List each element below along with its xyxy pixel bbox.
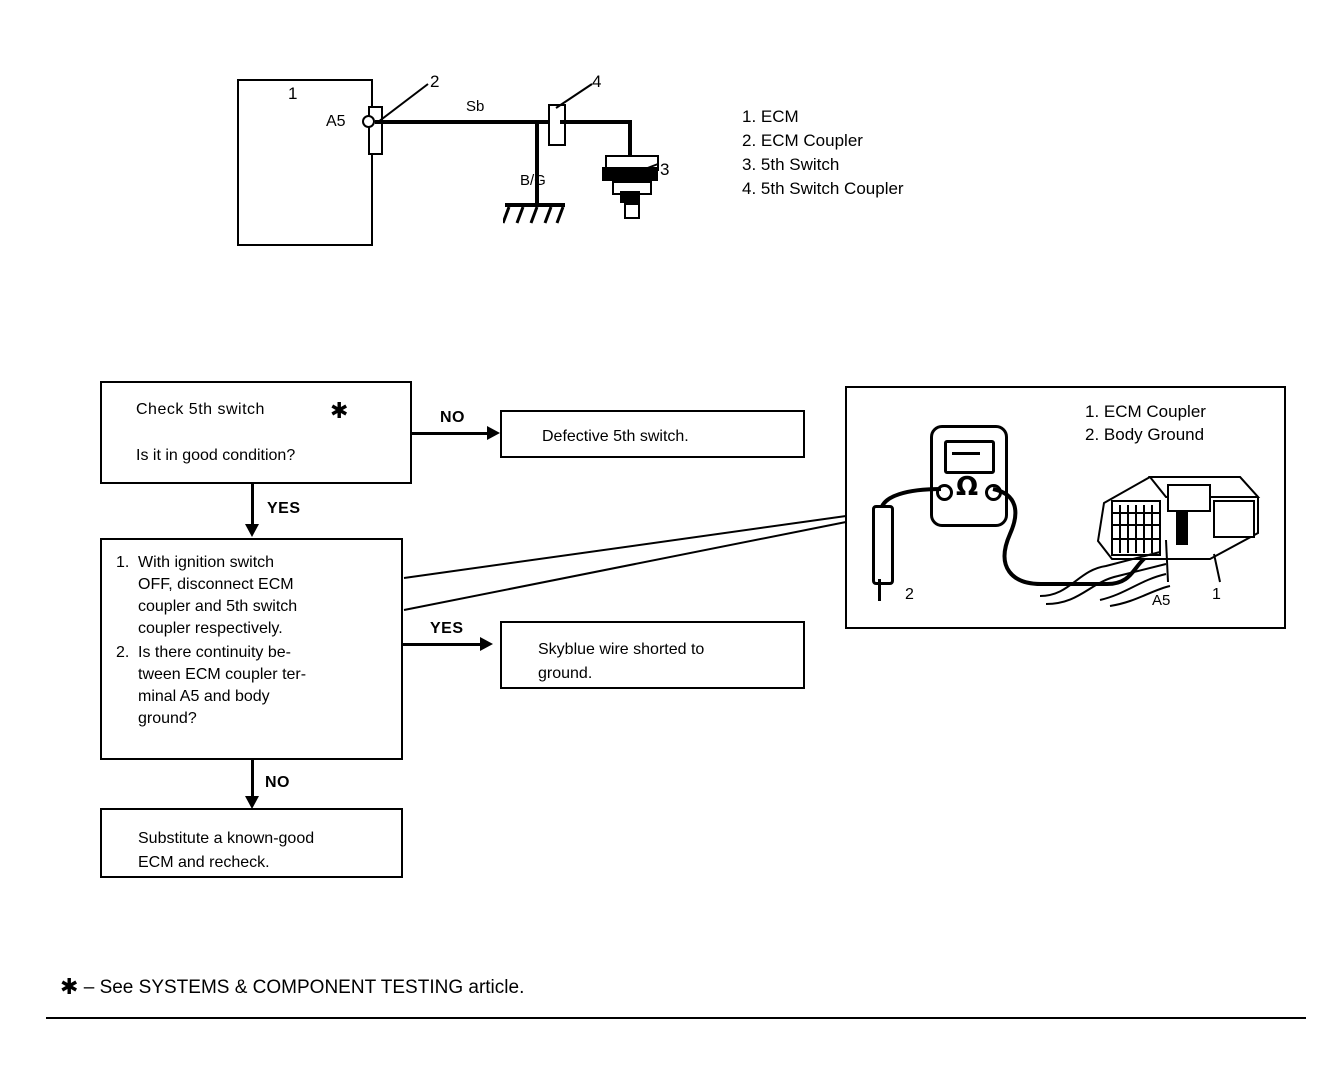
arrow-yes-right-head [480, 637, 493, 651]
arrow-yes-right-line [403, 643, 480, 646]
ecm-terminal-a5-label: A5 [326, 113, 346, 130]
ecm-body [237, 79, 373, 246]
wire-shorted-line1: Skyblue wire shorted to [538, 641, 705, 658]
step-2-line4: ground? [138, 710, 197, 727]
footnote-text: – See SYSTEMS & COMPONENT TESTING article. [83, 977, 525, 998]
flow-box-steps [100, 538, 403, 760]
step-2-number: 2. [116, 644, 130, 661]
wire-shorted-line2: ground. [538, 665, 593, 682]
step-1-number: 1. [116, 554, 130, 571]
step-1-line4: coupler respectively. [138, 620, 283, 637]
check-switch-line1: Check 5th switch [136, 401, 265, 418]
arrow-yes-down-head [245, 524, 259, 537]
step-item-1 [116, 552, 389, 640]
meter-legend-item-2: 2. Body Ground [1085, 425, 1205, 444]
footnote [60, 974, 524, 1000]
callout-number-2: 2 [430, 72, 440, 91]
step-item-2 [116, 642, 389, 730]
wire-bg-label: B/G [520, 172, 546, 189]
step-2-line1: Is there continuity be- [138, 644, 291, 661]
flow-box-substitute-ecm [100, 808, 403, 878]
callout-number-4: 4 [592, 72, 602, 91]
panel-connector-lines [400, 510, 850, 620]
label-yes-down: YES [267, 500, 301, 517]
step-2-line3: minal A5 and body [138, 688, 270, 705]
ohm-symbol-icon: Ω [955, 472, 979, 502]
probe-needle-icon [878, 579, 881, 601]
arrow-no-bottom-line [251, 760, 254, 800]
step-2-line2: tween ECM coupler ter- [138, 666, 307, 683]
callout-number-3: 3 [660, 160, 670, 179]
label-no-top: NO [440, 409, 465, 426]
defective-switch-text: Defective 5th switch. [542, 428, 689, 445]
flow-box-wire-shorted [500, 621, 805, 689]
wire-sb-label: Sb [466, 98, 485, 115]
callout-leader-lines [360, 70, 660, 200]
legend-item-2: 2. ECM Coupler [742, 131, 863, 150]
meter-callout-1: 1 [1212, 586, 1221, 603]
wiring-legend [742, 105, 904, 201]
ground-hatch-icon [503, 207, 565, 225]
substitute-line1: Substitute a known-good [138, 830, 315, 847]
fifth-switch-tip [624, 203, 640, 219]
ecm-number-label: 1 [288, 84, 298, 103]
meter-legend-item-1: 1. ECM Coupler [1085, 402, 1206, 421]
meter-callout-leaders [1130, 530, 1240, 600]
step-1-line2: OFF, disconnect ECM [138, 576, 294, 593]
flow-box-check-switch [100, 381, 412, 484]
flow-box-defective-switch [500, 410, 805, 458]
footnote-asterisk-icon: ✱ [60, 974, 79, 999]
label-yes-right: YES [430, 620, 464, 637]
label-no-bottom: NO [265, 774, 290, 791]
step-1-line3: coupler and 5th switch [138, 598, 298, 615]
probe-tip-body [872, 505, 894, 585]
arrow-no-top-head [487, 426, 500, 440]
legend-item-3: 3. 5th Switch [742, 155, 840, 174]
meter-callout-2: 2 [905, 586, 914, 603]
meter-terminal-a5-label: A5 [1152, 592, 1171, 609]
asterisk-icon: ✱ [330, 398, 349, 423]
substitute-line2: ECM and recheck. [138, 854, 270, 871]
check-switch-line2: Is it in good condition? [136, 447, 296, 464]
arrow-no-top-line [412, 432, 487, 435]
legend-item-4: 4. 5th Switch Coupler [742, 179, 904, 198]
footer-rule [46, 1017, 1306, 1019]
legend-item-1: 1. ECM [742, 107, 799, 126]
arrow-yes-down-line [251, 484, 254, 526]
step-1-line1: With ignition switch [138, 554, 275, 571]
